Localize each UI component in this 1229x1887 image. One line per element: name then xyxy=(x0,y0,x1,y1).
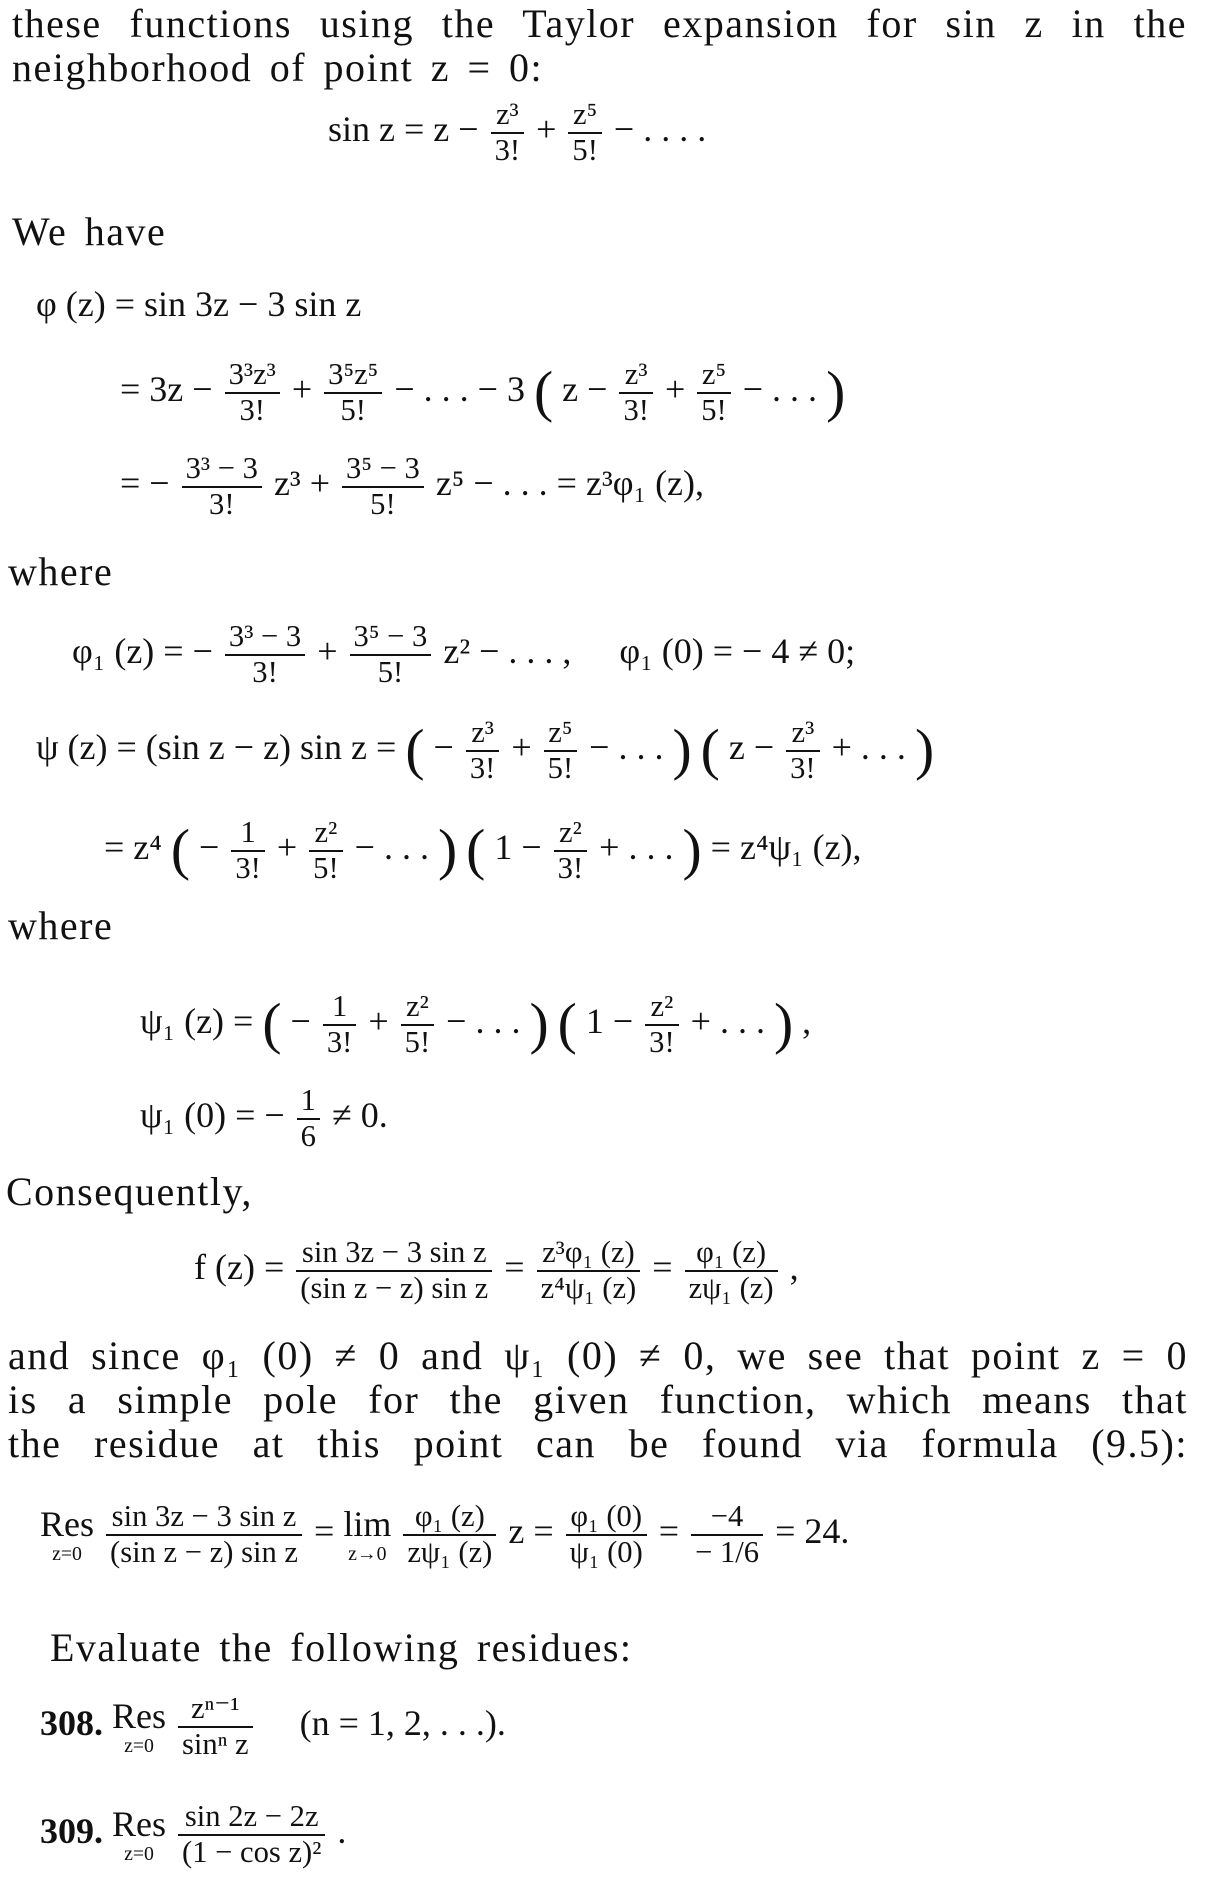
intro-line-2: neighborhood of point z = 0: xyxy=(12,45,544,90)
fraction-denominator: 6 xyxy=(300,1118,316,1153)
fraction-denominator: (sin z − z) sin z xyxy=(110,1534,299,1569)
fraction xyxy=(309,816,343,885)
phi-equation-line-2: = 3z − $\frac{\text{3³z³}}{3!}$ + $\frac{\text{3⁵z⁵}}{5!}$ − . . . − 3 ( z − $\frac{\text{z³}}{3!}$ + $\frac{\text{z⁵}}{5!}$ − . . . ) xyxy=(120,357,846,427)
fraction xyxy=(554,816,588,885)
fraction-numerator: φ₁ (z) xyxy=(685,1236,778,1272)
fraction xyxy=(645,990,679,1059)
parenthesis: ) xyxy=(437,818,458,882)
fraction-numerator: z³ xyxy=(619,358,653,394)
psi1-at-zero: ψ₁ (0) = − $\frac{1}{6}$ ≠ 0. xyxy=(140,1083,388,1153)
fraction xyxy=(685,1236,778,1305)
fraction xyxy=(182,452,262,521)
fraction-numerator: 3⁵ − 3 xyxy=(342,452,424,488)
psi-equation-line-1: ψ (z) = (sin z − z) sin z = ( − $\frac{\text{z³}}{3!}$ + $\frac{\text{z⁵}}{5!}$ − . . . ) ( z − $\frac{\text{z³}}{3!}$ + . . . ) xyxy=(36,715,935,785)
fraction-numerator: 3⁵z⁵ xyxy=(324,358,382,394)
parenthesis: ) xyxy=(826,360,846,424)
fraction-denominator: 3! xyxy=(557,850,584,885)
fraction-numerator: 3⁵ − 3 xyxy=(350,620,432,656)
fraction xyxy=(403,1500,496,1569)
fraction-numerator: z⁵ xyxy=(544,716,578,752)
fraction-denominator: 3! xyxy=(209,486,235,521)
fraction-denominator: 3! xyxy=(326,1024,353,1059)
fraction xyxy=(350,620,432,689)
fraction-denominator: ψ₁ (0) xyxy=(569,1534,643,1569)
phi-equation-line-1: φ (z) = sin 3z − 3 sin z xyxy=(36,284,362,324)
frac-z3-3f xyxy=(491,98,525,167)
fraction-denominator: 3! xyxy=(494,132,521,167)
frac-z5-5f xyxy=(568,98,602,167)
we-have-text: We have xyxy=(12,209,167,254)
psi-equation-line-2: = z⁴ ( − $\frac{1}{3!}$ + $\frac{\text{z²}}{5!}$ − . . . ) ( 1 − $\frac{\text{z²}}{3!}$ + . . . ) = z⁴ψ₁ (z), xyxy=(104,815,862,885)
fraction xyxy=(401,990,435,1059)
fraction xyxy=(178,1800,325,1869)
fraction xyxy=(619,358,653,427)
fraction xyxy=(106,1500,302,1569)
fraction-denominator: 5! xyxy=(547,750,574,785)
where-text-1: where xyxy=(8,549,114,594)
parenthesis: ( xyxy=(533,360,554,424)
res-operator: Res z=0 xyxy=(40,1503,94,1565)
problem-number: 309. xyxy=(40,1810,103,1851)
fraction-numerator: 3³ − 3 xyxy=(182,452,262,488)
fraction-numerator: z³ xyxy=(491,98,525,134)
fraction-numerator: 1 xyxy=(323,990,357,1026)
sin-expansion: sin z = z − $\frac{\text{z³}}{3!}$ + $\frac{\text{z⁵}}{5!}$ − . . . . xyxy=(328,97,707,167)
fraction-denominator: z⁴ψ₁ (z) xyxy=(540,1270,637,1305)
residue-equation: Res z=0 $\frac{\text{sin 3z − 3 sin z}}{\text{(sin z − z) sin z}}$ = lim z→0 $\frac{\text{φ₁ (z)}}{\text{zψ₁ (z)}}$ z = $\frac{\text{φ₁ (0)}}{\text{ψ₁ (0)}}$ = $\frac{-4}{- 1/6}$ = 24. xyxy=(40,1499,850,1569)
fraction-numerator: z³ xyxy=(466,716,500,752)
fraction-numerator: φ₁ (z) xyxy=(403,1500,496,1536)
phi1-equation: φ₁ (z) = − $\frac{\text{3³ − 3}}{3!}$ + $\frac{\text{3⁵ − 3}}{5!}$ z² − . . . , φ₁ (0) = − 4 ≠ 0; xyxy=(72,619,856,689)
fraction-numerator: z² xyxy=(309,816,343,852)
fraction-denominator: − 1/6 xyxy=(695,1534,760,1569)
fraction-numerator: z³ xyxy=(786,716,820,752)
parenthesis: ( xyxy=(700,718,720,782)
paragraph-line-1: and since φ₁ (0) ≠ 0 and ψ₁ (0) ≠ 0, we see that point z = 0 xyxy=(8,1333,1188,1378)
fraction-numerator: z³φ₁ (z) xyxy=(537,1236,641,1272)
fraction-denominator: 5! xyxy=(377,654,404,689)
fraction xyxy=(178,1692,253,1761)
fraction-denominator: zψ₁ (z) xyxy=(688,1270,774,1305)
fraction-denominator: sinⁿ z xyxy=(182,1726,249,1761)
fraction-numerator: φ₁ (0) xyxy=(566,1500,647,1536)
fraction xyxy=(324,358,382,427)
fraction-denominator: 5! xyxy=(404,1024,431,1059)
parenthesis: ( xyxy=(405,718,425,782)
where-text-2: where xyxy=(8,903,114,948)
fraction xyxy=(296,1236,492,1305)
fraction xyxy=(691,1500,763,1569)
parenthesis: ) xyxy=(529,992,549,1056)
fraction-numerator: sin 3z − 3 sin z xyxy=(106,1500,302,1536)
phi-equation-line-3: = − $\frac{\text{3³ − 3}}{3!}$ z³ + $\frac{\text{3⁵ − 3}}{5!}$ z⁵ − . . . = z³φ₁ (z), xyxy=(120,451,705,521)
problem-308: 308. Res z=0 $\frac{\text{zⁿ⁻¹}}{\text{sinⁿ z}}$ (n = 1, 2, . . .). xyxy=(40,1691,506,1761)
fraction-denominator: 3! xyxy=(790,750,816,785)
parenthesis: ( xyxy=(557,992,577,1056)
fraction-denominator: zψ₁ (z) xyxy=(407,1534,493,1569)
fraction-numerator: z² xyxy=(554,816,588,852)
fraction-denominator: (sin z − z) sin z xyxy=(300,1270,489,1305)
fraction-denominator: 3! xyxy=(252,654,278,689)
fraction-numerator: −4 xyxy=(691,1500,763,1536)
fraction xyxy=(466,716,500,785)
fraction-numerator: 1 xyxy=(297,1084,320,1120)
parenthesis: ( xyxy=(466,818,486,882)
fraction-numerator: 1 xyxy=(231,816,265,852)
lim-operator: lim z→0 xyxy=(343,1503,392,1565)
parenthesis: ) xyxy=(914,718,935,782)
fraction xyxy=(297,1084,320,1153)
fraction-numerator: z² xyxy=(401,990,435,1026)
problem-number: 308. xyxy=(40,1702,103,1743)
fraction xyxy=(231,816,265,885)
fraction-numerator: z⁵ xyxy=(697,358,731,394)
fraction-denominator: 5! xyxy=(340,392,366,427)
fraction xyxy=(342,452,424,521)
f-equation: f (z) = $\frac{\text{sin 3z − 3 sin z}}{\text{(sin z − z) sin z}}$ = $\frac{\text{z³φ₁ (z)}}{\text{z⁴ψ₁ (z)}}$ = $\frac{\text{φ₁ (z)}}{\text{zψ₁ (z)}}$ , xyxy=(194,1235,799,1305)
paragraph-line-3: the residue at this point can be found via formula (9.5): xyxy=(8,1421,1188,1466)
fraction-numerator: z⁵ xyxy=(568,98,602,134)
fraction-numerator: 3³ − 3 xyxy=(225,620,305,656)
consequently-text: Consequently, xyxy=(6,1169,253,1214)
fraction-denominator: (1 − cos z)² xyxy=(182,1834,322,1869)
evaluate-heading: Evaluate the following residues: xyxy=(50,1625,633,1670)
fraction-denominator: 5! xyxy=(701,392,727,427)
fraction-numerator: zⁿ⁻¹ xyxy=(178,1692,253,1728)
fraction-denominator: 3! xyxy=(239,392,265,427)
fraction-denominator: 3! xyxy=(235,850,261,885)
fraction-denominator: 5! xyxy=(313,850,339,885)
parenthesis: ) xyxy=(773,992,794,1056)
parenthesis: ( xyxy=(262,992,282,1056)
fraction-denominator: 5! xyxy=(572,132,598,167)
intro-line-1: these functions using the Taylor expansion for sin z in the xyxy=(12,1,1187,46)
fraction-numerator: sin 2z − 2z xyxy=(178,1800,325,1836)
fraction-denominator: 5! xyxy=(370,486,396,521)
fraction xyxy=(225,358,280,427)
psi1-equation: ψ₁ (z) = ( − $\frac{1}{3!}$ + $\frac{\text{z²}}{5!}$ − . . . ) ( 1 − $\frac{\text{z²}}{3!}$ + . . . ) , xyxy=(140,989,812,1059)
parenthesis: ) xyxy=(672,718,692,782)
fraction-denominator: 3! xyxy=(469,750,496,785)
fraction-denominator: 3! xyxy=(649,1024,675,1059)
problem-309: 309. Res z=0 $\frac{\sin 2z - 2z}{\text{(1 − cos z)²}}$ . xyxy=(40,1799,347,1869)
parenthesis: ) xyxy=(682,818,702,882)
fraction-numerator: sin 3z − 3 sin z xyxy=(296,1236,492,1272)
fraction xyxy=(697,358,731,427)
fraction xyxy=(225,620,305,689)
fraction-numerator: z² xyxy=(645,990,679,1026)
paragraph-line-2: is a simple pole for the given function, which means that xyxy=(8,1377,1188,1422)
fraction-numerator: 3³z³ xyxy=(225,358,280,394)
fraction xyxy=(323,990,357,1059)
fraction xyxy=(537,1236,641,1305)
parenthesis: ( xyxy=(170,818,191,882)
fraction xyxy=(566,1500,647,1569)
fraction-denominator: 3! xyxy=(623,392,649,427)
fraction xyxy=(544,716,578,785)
fraction xyxy=(786,716,820,785)
